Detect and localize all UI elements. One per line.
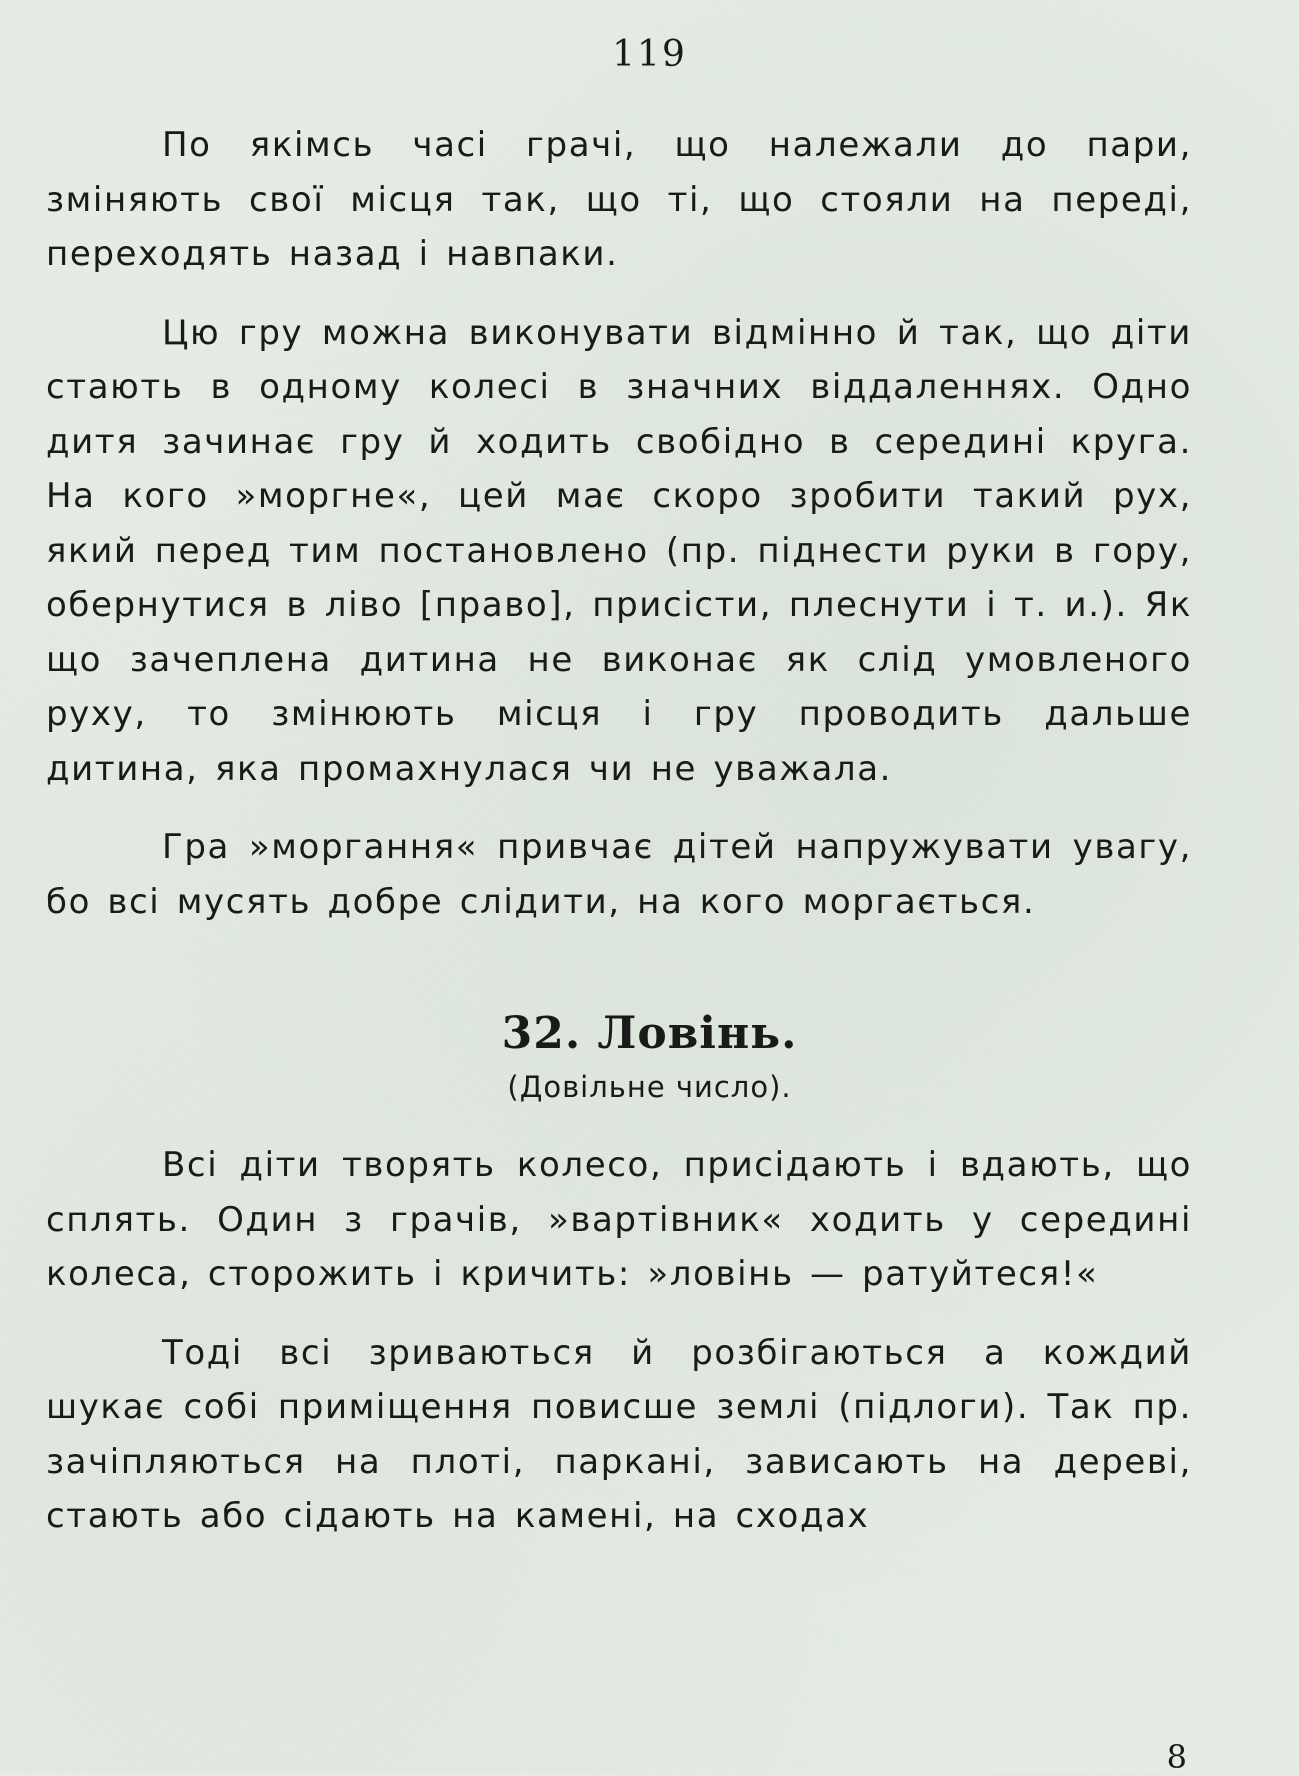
paragraph: Гра »моргання« привчає дітей напружувати увагу, бо всі мусять добре слідити, на кого моргається. [46, 827, 1192, 922]
section-subtitle: (Довільне число). [507, 1070, 792, 1104]
printer-signature-mark: 8 [1166, 1738, 1187, 1776]
text-block-bottom [46, 1138, 1192, 1568]
paragraph: По якімсь часі грачі, що належали до пари, зміняють свої місця так, що ті, що стояли на переді, переходять назад і навпаки. [46, 125, 1192, 274]
section-title: 32. Ловінь. [501, 1008, 798, 1059]
text-block-top [46, 118, 1192, 953]
paragraph: Цю гру можна виконувати відмінно й так, що діти стають в одному колесі в значних віддаленнях. Одно дитя зачинає гру й ходить свобідно в середині круга. На кого »моргне«, цей має скоро зробити такий рух, який перед тим постановлено (пр. піднести руки в гору, обернутися в ліво [право], присісти, плеснути і т. и.). Як що зачеплена дитина не виконає як слід умовленого руху, то змінюють місця і гру проводить дальше дитина, яка промахнулася чи не уважала. [46, 312, 1192, 789]
page-number: 119 [612, 34, 687, 75]
paragraph: Всі діти творять колесо, присідають і вдають, що сплять. Один з грачів, »вартівник« ходить у середині колеса, сторожить і кричить: »ловінь — ратуйтеся!« [46, 1145, 1192, 1294]
paragraph: Тоді всі зриваються й розбігаються а кождий шукає собі приміщення повисше землі (підлоги). Так пр. зачіпляються на плоті, паркані, зависають на дереві, стають або сідають на камені, на сходах [46, 1332, 1192, 1536]
